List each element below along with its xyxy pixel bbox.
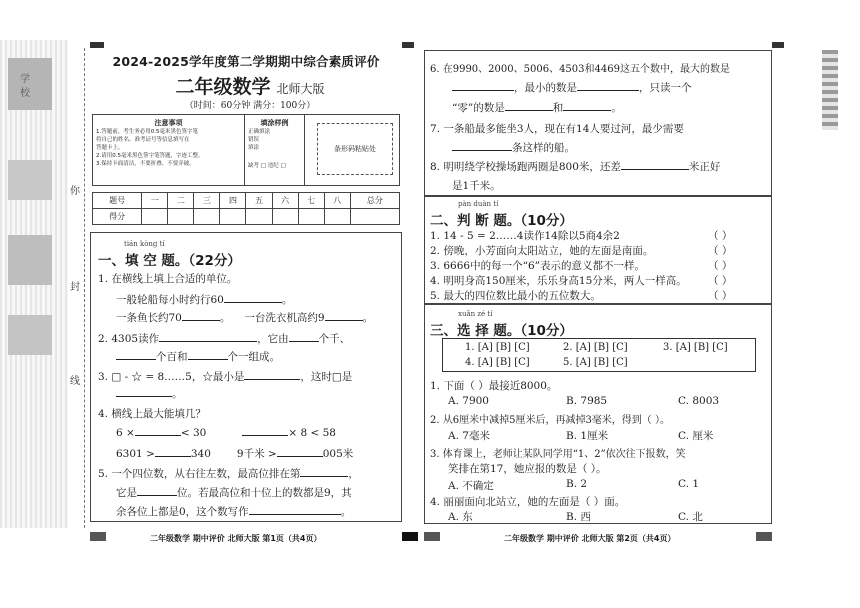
question-line: “零”的数是 和 。 [452, 102, 622, 114]
question-text: 8. 明明绕学校操场跑两圈是800米，还差 [430, 161, 621, 173]
table-cell: 总分 [350, 193, 399, 209]
question-text: 个千、 [318, 333, 351, 345]
answer-blank[interactable] [182, 311, 220, 321]
section-heading: 一、填 空 题。（22分） [98, 253, 241, 269]
answer-blank[interactable] [242, 426, 288, 436]
score-cell[interactable] [246, 209, 272, 225]
question-text: 005米 [322, 448, 354, 460]
question-text: 一条鱼长约70 [116, 312, 182, 324]
edition-label: 北师大版 [276, 82, 325, 96]
answer-option-group[interactable]: 1. [A] [B] [C] [465, 342, 530, 353]
question-text: 2. 从6厘米中减掉5厘米后，再减掉3毫米，得到（ ）。 [430, 415, 670, 426]
question-text: 米正好 [688, 161, 721, 173]
choice-option: C. 北 [678, 511, 703, 523]
blurred-info-block [8, 315, 52, 355]
section-heading: 三、选 择 题。（10分） [430, 323, 573, 339]
question-text: 一般轮船每小时约行60 [116, 294, 224, 306]
question-line [98, 466, 359, 481]
side-label: 学 [20, 74, 30, 85]
question-text: ，这时□是 [300, 371, 353, 383]
score-cell[interactable] [220, 209, 246, 225]
table-cell: 六 [272, 193, 298, 209]
question-text: 340 [190, 448, 211, 460]
section-pinyin: tián kòng tí [124, 240, 165, 248]
answer-option-group[interactable]: 2. [A] [B] [C] [563, 342, 628, 353]
notice-line: 答题卡上。 [96, 145, 124, 151]
judge-item: 3. 6666中的每一个“6”表示的意义都不一样。 [430, 260, 645, 272]
section-pinyin: xuǎn zé tí [458, 310, 493, 318]
question-text: < 30 [180, 427, 207, 439]
question-text: 7. 一条船最多能坐3人，现在有14人要过河，最少需要 [430, 123, 684, 135]
question-text: 3. 体育课上，老师让某队同学用“1、2”依次往下报数，笑 [430, 449, 686, 460]
table-cell: 三 [194, 193, 220, 209]
question-text: 余各位上都是0，这个数写作 [116, 506, 249, 518]
answer-blank[interactable] [159, 332, 257, 342]
question-line: 一条鱼长约70 。 一台洗衣机高约9 。 [116, 312, 374, 324]
choice-option: B. 2 [566, 478, 588, 490]
question-text: 6301 > [116, 448, 155, 460]
time-score: （时间：60分钟 满分：100分） [184, 101, 316, 111]
question-text: ，只读一个 [639, 82, 692, 94]
choice-option: A. 不确定 [448, 480, 494, 492]
answer-blank[interactable] [116, 387, 172, 397]
choice-option: C. 1 [678, 478, 700, 490]
answer-blank[interactable] [300, 467, 348, 477]
question-text: 4. 横线上最大能填几？ [98, 408, 206, 420]
notice-line: 1.答题前，考生务必用0.5毫米黑色签字笔 [96, 129, 198, 135]
question-text: 个百和 [156, 351, 188, 363]
violation-label: 违纪 [267, 163, 279, 169]
answer-blank[interactable] [135, 426, 181, 436]
question-text: 笑排在第17，她应报的数是（ ）。 [448, 463, 607, 475]
table-cell: 得分 [93, 209, 142, 225]
question-text: 一台洗衣机高约9 [244, 312, 325, 324]
answer-blank[interactable] [155, 447, 191, 457]
answer-blank[interactable] [577, 81, 639, 91]
question-text: 4. 丽丽面向北站立，她的左面是（ ）面。 [430, 496, 626, 508]
question-text: 9千米 > [236, 448, 277, 460]
table-cell: 七 [298, 193, 324, 209]
question-text: 位。若最高位和十位上的数都是9，其 [177, 487, 352, 499]
judge-item: 4. 明明身高150厘米，乐乐身高15分米，两人一样高。 [430, 275, 687, 287]
answer-blank[interactable] [325, 311, 363, 321]
page-title: 二年级数学 北师大版 [175, 76, 325, 98]
blurred-info-block [822, 50, 838, 130]
score-cell[interactable] [168, 209, 194, 225]
fill-line: 错误 [248, 137, 260, 143]
barcode-area: 条形码粘贴处 [317, 123, 393, 175]
side-label: 校 [20, 88, 30, 99]
choice-option: B. 西 [566, 511, 591, 523]
binding-char: 线 [70, 372, 80, 387]
question-text: 1. 在横线上填上合适的单位。 [98, 273, 238, 285]
answer-blank[interactable] [505, 101, 553, 111]
binding-dashed-line [84, 48, 85, 528]
section-pinyin: pàn duàn tí [458, 200, 499, 208]
score-cell[interactable] [298, 209, 324, 225]
question-line: 余各位上都是0，这个数写作 。 [116, 506, 352, 518]
binding-strip [0, 40, 68, 528]
judge-item: 1. 14 - 5 = 2……4读作14除以5商4余2 [430, 230, 620, 242]
answer-blank[interactable] [563, 101, 611, 111]
question-text: ，最小的数是 [514, 82, 577, 94]
answer-blank[interactable] [116, 350, 156, 360]
fill-line: 正确填涂 [248, 129, 271, 135]
question-text: ， [348, 468, 359, 480]
registration-mark [424, 532, 440, 541]
answer-blank[interactable] [452, 81, 514, 91]
notice-line: 3.保持卡面清洁，不要折叠、不要弄破。 [96, 161, 195, 167]
score-table [92, 192, 400, 225]
registration-mark [772, 42, 784, 48]
fill-heading: 填涂样例 [260, 119, 289, 127]
answer-option-group[interactable]: 3. [A] [B] [C] [663, 342, 728, 353]
judge-item: 2. 傍晚，小芳面向太阳站立，她的左面是南面。 [430, 245, 654, 257]
choice-option: B. 7985 [566, 395, 608, 407]
answer-paren[interactable]: （ ） [708, 260, 733, 272]
question-line [116, 426, 336, 439]
exam-title-line: 2024-2025学年度第二学期期中综合素质评价 [112, 54, 380, 69]
notice-line: 2.请用0.5毫米黑色签字笔答题，字迹工整。 [96, 153, 204, 159]
answer-blank[interactable] [244, 370, 300, 380]
question-text: 和 [552, 102, 564, 114]
registration-mark [402, 42, 414, 48]
answer-option-group[interactable]: 4. [A] [B] [C] [465, 357, 530, 368]
answer-paren[interactable]: （ ） [708, 230, 733, 242]
score-cell[interactable] [194, 209, 220, 225]
answer-blank[interactable] [188, 350, 228, 360]
question-line [116, 446, 353, 461]
question-line [452, 140, 575, 155]
answer-blank[interactable] [249, 505, 341, 515]
answer-blank[interactable] [137, 486, 177, 496]
table-cell: 五 [246, 193, 272, 209]
answer-blank[interactable] [621, 160, 689, 170]
page-footer: 二年级数学 期中评价 北师大版 第1页（共4页） [150, 534, 322, 543]
choice-option: C. 8003 [678, 395, 720, 407]
blurred-info-block [8, 58, 52, 110]
choice-option: B. 1厘米 [566, 430, 609, 442]
notice-line: 将自己的姓名、准考证号等信息填写在 [96, 137, 190, 143]
table-row [93, 193, 400, 209]
table-row [93, 209, 400, 225]
question-text: 6. 在9990、2000、5006、4503和4469这五个数中，最大的数是 [430, 64, 730, 75]
question-text: 条这样的船。 [512, 142, 575, 154]
answer-blank[interactable] [224, 293, 282, 303]
answer-blank[interactable] [277, 447, 323, 457]
question-line [98, 331, 350, 346]
blurred-info-block [8, 235, 52, 285]
question-line [116, 349, 280, 364]
question-line: 。 [116, 386, 183, 401]
absent-label: 缺考 [248, 163, 260, 169]
choice-option: A. 7毫米 [448, 430, 490, 442]
question-text: 3. □ - ☆ = 8……5，☆最小是 [98, 371, 245, 383]
registration-mark [402, 532, 418, 541]
registration-mark [90, 532, 106, 541]
registration-mark [90, 42, 104, 48]
judge-item: 5. 最大的四位数比最小的五位数大。 [430, 290, 601, 302]
answer-paren[interactable]: （ ） [708, 275, 733, 287]
question-text: “零”的数是 [452, 102, 505, 114]
blurred-info-block [8, 160, 52, 200]
edge-strip [800, 40, 850, 140]
fill-line: 填涂 [248, 145, 260, 151]
question-text: 5. 一个四位数，从右往左数，最高位排在第 [98, 468, 301, 480]
question-text: 2. 4305读作 [98, 333, 160, 345]
question-line [116, 485, 352, 500]
notice-heading: 注意事项 [154, 119, 183, 127]
answer-blank[interactable] [289, 332, 319, 342]
question-text: 它是 [116, 487, 137, 499]
score-cell[interactable] [350, 209, 399, 225]
table-cell: 四 [220, 193, 246, 209]
question-line [452, 80, 692, 95]
page-footer: 二年级数学 期中评价 北师大版 第2页（共4页） [504, 534, 676, 543]
score-cell[interactable] [272, 209, 298, 225]
question-text: 1. 下面（ ）最接近8000。 [430, 380, 558, 392]
answer-blank[interactable] [452, 141, 512, 151]
choice-option: A. 东 [448, 511, 473, 523]
question-text: 是1千米。 [452, 180, 501, 192]
table-cell: 二 [168, 193, 194, 209]
score-cell[interactable] [324, 209, 350, 225]
question-text: 6 × [116, 427, 135, 439]
table-cell: 一 [142, 193, 168, 209]
question-text: × 8 < 58 [288, 427, 336, 439]
binding-char: 封 [70, 278, 80, 293]
notice-box: 注意事项 1.答题前，考生务必用0.5毫米黑色签字笔 将自己的姓名、准考证号等信息填写在 答题卡上。 2.请用0.5毫米黑色签字笔答题，字迹工整。 3.保持卡面清洁，不要折叠、不要弄破。 填涂样例 正确填涂 错误 填涂 缺考 □ 违纪 □ 条形码粘贴处 [92, 114, 400, 186]
table-cell: 题号 [93, 193, 142, 209]
registration-mark [756, 532, 772, 541]
section-heading: 二、判 断 题。（10分） [430, 213, 573, 229]
question-line: 一般轮船每小时约行60 。 [116, 294, 293, 306]
score-cell[interactable] [142, 209, 168, 225]
answer-paren[interactable]: （ ） [708, 245, 733, 257]
binding-char: 你 [70, 182, 80, 197]
answer-option-group[interactable]: 5. [A] [B] [C] [563, 357, 628, 368]
choice-option: C. 厘米 [678, 430, 714, 442]
answer-paren[interactable]: （ ） [708, 290, 733, 302]
question-line [98, 369, 352, 384]
table-cell: 八 [324, 193, 350, 209]
choice-option: A. 7900 [448, 395, 489, 407]
answer-sheet-row [442, 338, 756, 372]
question-line [430, 159, 720, 174]
question-text: 个一组成。 [227, 351, 280, 363]
question-text: ，它由 [257, 333, 289, 345]
